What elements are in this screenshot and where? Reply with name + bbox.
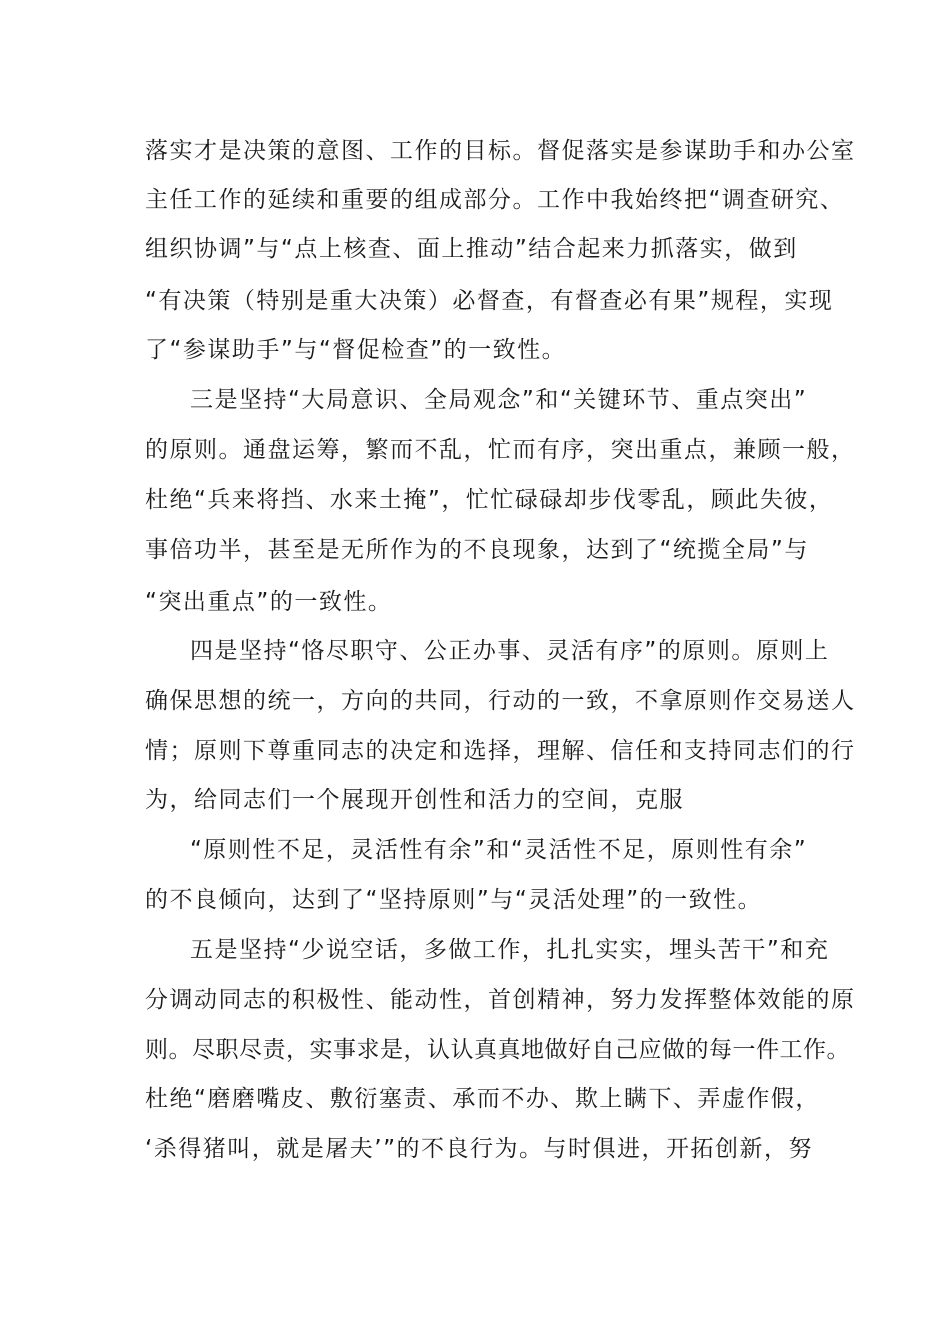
text-line: 情；原则下尊重同志的决定和选择，理解、信任和支持同志们的行 (145, 738, 856, 764)
text-line: 杜绝“磨磨嘴皮、敷衍塞责、承而不办、欺上瞒下、弄虚作假， (145, 1086, 820, 1112)
paragraph-start-line: 五是坚持“少说空话，多做工作，扎扎实实，埋头苦干”和充 (190, 937, 830, 963)
text-line: 了“参谋助手”与“督促检查”的一致性。 (145, 337, 567, 363)
text-line: 确保思想的统一，方向的共同，行动的一致，不拿原则作交易送人 (145, 688, 856, 714)
text-line: 组织协调”与“点上核查、面上推动”结合起来力抓落实，做到 (145, 236, 798, 262)
text-line: “原则性不足，灵活性有余”和“灵活性不足，原则性有余” (190, 837, 808, 863)
text-line: 杜绝“兵来将挡、水来土掩”，忙忙碌碌却步伐零乱，顾此失彼， (145, 487, 834, 513)
text-line: 事倍功半，甚至是无所作为的不良现象，达到了“统揽全局”与 (145, 537, 809, 563)
text-line: “突出重点”的一致性。 (145, 589, 393, 615)
paragraph-start-line: 四是坚持“恪尽职守、公正办事、灵活有序”的原则。原则上 (190, 638, 830, 664)
text-line: 主任工作的延续和重要的组成部分。工作中我始终把“调查研究、 (145, 187, 845, 213)
text-line: ‘杀得猪叫，就是屠夫’”的不良行为。与时俱进，开拓创新，努 (145, 1136, 814, 1162)
text-line: 为，给同志们一个展现开创性和活力的空间，克服 (145, 787, 684, 813)
paragraph-start-line: 三是坚持“大局意识、全局观念”和“关键环节、重点突出” (190, 387, 808, 413)
text-line: 则。尽职尽责，实事求是，认认真真地做好自己应做的每一件工作。 (145, 1037, 850, 1063)
text-line: “有决策（特别是重大决策）必督查，有督查必有果”规程，实现 (145, 288, 834, 314)
text-line: 分调动同志的积极性、能动性，首创精神，努力发挥整体效能的原 (145, 987, 856, 1013)
text-line: 落实才是决策的意图、工作的目标。督促落实是参谋助手和办公室 (145, 138, 856, 164)
text-line: 的不良倾向，达到了“坚持原则”与“灵活处理”的一致性。 (145, 887, 763, 913)
text-line: 的原则。通盘运筹，繁而不乱，忙而有序，突出重点，兼顾一般， (145, 437, 856, 463)
